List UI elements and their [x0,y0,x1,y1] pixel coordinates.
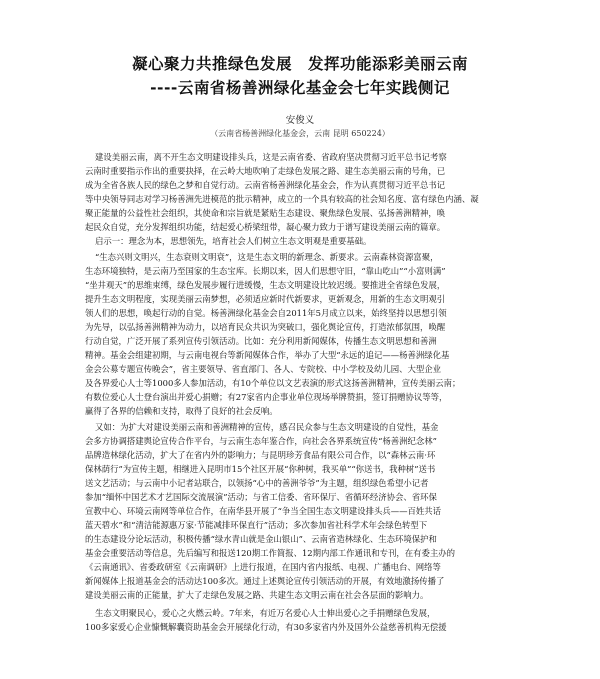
author-name: 安俊义 [285,115,315,126]
body-line: 生态环境独特，是云南乃至国家的生态宝库。长期以来，因人们思想守旧，“靠山吃山”“小富则满” [85,266,446,276]
section-heading: 启示一：理念为本，思想领先，培育社会人们树立生态文明观是重要基础。 [95,236,372,246]
body-line: 生态文明聚民心，爱心之火燃云岭。7年来，有近万名爱心人士伸出爱心之手捐赠绿色发展， [95,608,436,618]
body-line: 品牌造林绿化活动，扩大了在省内外的影响力；与昆明珍芳食品有限公司合作，以“森林云南·环 [85,450,436,460]
author-affiliation: （云南省杨善洲绿化基金会，云南 昆明 650224） [210,129,390,138]
body-line: 起民众自觉，充分发挥组织功能，结起爱心桥梁纽带，凝心聚力致力于谱写建设美丽云南的篇章。 [85,222,446,232]
article-subtitle: ----云南省杨善洲绿化基金会七年实践侧记 [150,79,450,97]
body-line: 领人们的思想，唤起行动的自觉。杨善洲绿化基金会自2011年5月成立以来，始终坚持以思想引领 [85,308,447,318]
body-line: 又如：为扩大对建设美丽云南和善洲精神的宣传，感召民众参与生态文明建设的自觉性，基金 [95,422,439,432]
body-line: 有数位爱心人士登台演出并爱心捐赠；有27家省内企事业单位现场举牌赞捐，签订捐赠协议等等， [85,392,448,402]
body-line: 及各界爱心人士等1000多人参加活动，有10个单位以文艺表演的形式这扬善洲精神，宣传美丽云南； [85,378,461,388]
body-line: 新闻媒体上报道基金会的活动达100多次。通过上述舆论宣传引领活动的开展，有效地激扬传播了 [85,576,445,586]
article-title: 凝心聚力共推绿色发展 发挥功能添彩美丽云南 [131,55,468,73]
body-line: 《云南通讯》、省委政研室《云南调研》上进行报道，在国内省内报纸、电视、广播电台、网络等 [85,562,441,572]
body-line: 提升生态文明程度，实现美丽云南梦想，必须适应新时代新要求，更新观念，用新的生态文明观引 [85,294,446,304]
body-line: 聚正能量的公益性社会组织，其使命和宗旨就是紧贴生态建设、聚焦绿色发展、弘扬善洲精神，唤 [85,208,446,218]
body-line: “坐井观天”的思维束缚，绿色发展步履行进缓慢，生态文明建设比较迟缓。要推进全省绿色发展， [85,280,446,290]
body-line: 送文艺活动；与云南中小记者站联合，以领扬“心中的善洲爷爷”为主题，组织绿色希望小记者 [85,478,429,488]
body-line: “生态兴则文明兴，生态衰则文明衰”，这是生态文明的新理念、新要求。云南森林资源富聚， [95,252,439,262]
body-line: 会多方协调搭建舆论宣传合作平台，与云南生态年鉴合作，向社会各界系统宣传“杨善洲纪念林” [85,436,437,446]
body-line: 100多家爱心企业慷慨解囊资助基金会开展绿化行动，有30多家省内外及国外公益慈善机构无偿援 [85,622,447,632]
body-line: 蓝天碧水”和“清洁能源惠万家·节能减排环保直行”活动；多次参加省社科学术年会绿色转型下 [85,520,428,530]
body-line: 建设美丽云南，离不开生态文明建设排头兵，这是云南省委、省政府坚决贯彻习近平总书记考察 [95,152,447,162]
body-line: 赢得了各界的信赖和支持，取得了良好的社会反响。 [85,406,278,416]
body-line: 的生态建设分论坛活动，积极传播“绿水青山就是金山银山”、云南省造林绿化、生态环境保护和 [85,534,437,544]
body-line: 建设美丽云南的正能量，扩大了走绿色发展之路、共建生态文明云南在社会各层面的影响力。 [85,590,429,600]
body-line: 成为全省各族人民的绿色之梦和自觉行动。云南省杨善洲绿化基金会，作为认真贯彻习近平总书记 [85,180,446,190]
body-line: 保林荫行”为宣传主题，相继进入昆明市15个社区开展“你种树，我买单”“你送书，我种树”送书 [85,464,436,474]
body-line: 等中央领导同志对学习杨善洲先进模范的批示精神，成立的一个具有较高的社会知名度、富有绿色内涵、凝 [85,194,479,204]
body-line: 为先导，以弘扬善洲精神为动力，以培育民众共识为突破口，强化舆论宣传，打造浓郁氛围，唤醒 [85,322,446,332]
body-line: 云南时重要指示作出的重要抉择，在云岭大地吹响了走绿色发展之路、建生态美丽云南的号角，已 [85,166,446,176]
body-line: 基金会重要活动等信息，先后编写和报送120期工作简报、12期内部工作通讯和专刊，在有委主办的 [85,548,456,558]
body-line: 宣教中心、环境云南网等单位合作，在南华县开展了“争当全国生态文明建设排头兵——百姓共话 [85,506,442,516]
body-line: 参加“缅怀中国艺术才艺国际交流展演”活动；与省工信委、省环保厅、省循环经济协会、省环保 [85,492,437,502]
body-line: 金会公募专题宣传晚会”，省主要领导、省直部门、各人、专院校、中小学校及幼儿园、大型企业 [85,364,442,374]
body-line: 精神。基金会组建初期，与云南电视台等新闻媒体合作，举办了大型“永远的追记——杨善洲绿化基 [85,350,450,360]
body-line: 行动自觉，广泛开展了系列宣传引领活动。比如：充分利用新闻媒体，传播生态文明思想和善洲 [85,336,437,346]
